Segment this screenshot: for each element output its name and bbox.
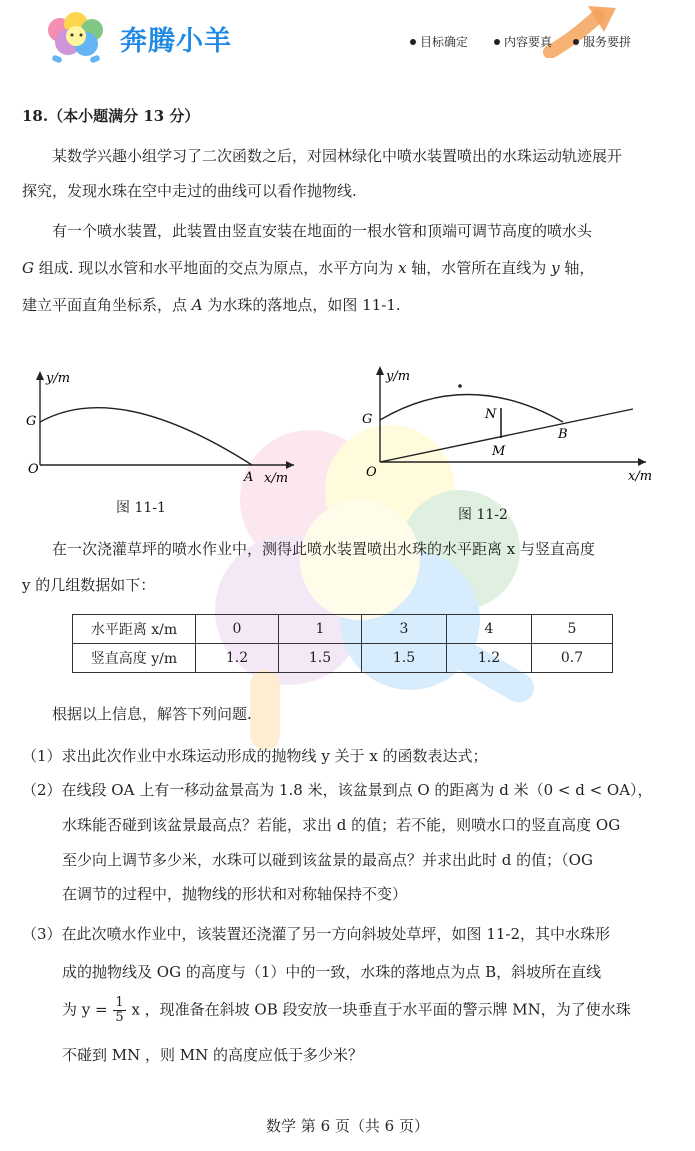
table-cell: 1 [279, 615, 362, 644]
label-m: M [492, 444, 506, 459]
table-cell: 1.2 [447, 644, 532, 673]
para3-line-2: y 的几组数据如下： [22, 576, 156, 594]
sub-question-3-line-1: （3）在此次喷水作业中，该装置还浇灌了另一方向斜坡处草坪，如图 11-2，其中水珠形 [22, 925, 611, 943]
bullet-icon [494, 39, 500, 45]
y-axis-label: y/m [46, 371, 71, 386]
table-cell: 5 [532, 615, 613, 644]
bullet-icon [410, 39, 416, 45]
sub-question-2-line-3: 至少向上调节多少米，水珠可以碰到该盆景的最高点？并求出此时 d 的值；（OG [62, 851, 593, 869]
para2-line-1: 有一个喷水装置，此装置由竖直安装在地面的一根水管和顶端可调节高度的喷水头 [52, 222, 593, 240]
sub-question-3-line-3 [62, 996, 631, 1025]
var-y: y [551, 259, 560, 277]
table-row [73, 615, 613, 644]
y-axis-label: y/m [386, 369, 411, 384]
table-row [73, 644, 613, 673]
intro-line-1: 某数学兴趣小组学习了二次函数之后，对园林绿化中喷水装置喷出的水珠运动轨迹展开 [52, 147, 623, 165]
x-axis-label: x/m [628, 469, 653, 484]
nav-label: 内容要真 [504, 35, 553, 49]
text-segment: 为水珠的落地点，如图 11-1. [202, 296, 401, 314]
page-footer: 数学 第 6 页（共 6 页） [266, 1117, 429, 1135]
para3-line-1: 在一次浇灌草坪的喷水作业中，测得此喷水装置喷出水珠的水平距离 x 与竖直高度 [52, 540, 595, 558]
figure-11-1-caption: 图 11-1 [116, 500, 166, 516]
label-o: O [28, 462, 39, 477]
table-cell: 0.7 [532, 644, 613, 673]
bullet-icon [573, 39, 579, 45]
nav-label: 目标确定 [420, 35, 469, 49]
fraction-denominator: 5 [115, 1010, 124, 1025]
brand-name: 奔腾小羊 [120, 26, 232, 57]
nav-item-1 [410, 33, 468, 50]
sub-question-2-line-2: 水珠能否碰到该盆景最高点？若能，求出 d 的值；若不能，则喷水口的竖直高度 OG [62, 816, 621, 834]
label-n: N [485, 407, 497, 422]
label-g: G [362, 412, 373, 427]
table-cell: 3 [362, 615, 447, 644]
sub-question-2-line-1: （2）在线段 OA 上有一移动盆景高为 1.8 米，该盆景到点 O 的距离为 d 米（0 < d < OA）， [22, 781, 653, 799]
question-number: 18.（本小题满分 13 分） [22, 107, 200, 125]
figure-11-1 [22, 365, 302, 490]
row-label: 水平距离 x/m [73, 615, 196, 644]
sub-question-2-line-4: 在调节的过程中，抛物线的形状和对称轴保持不变） [62, 885, 408, 903]
text-segment: 组成. 现以水管和水平地面的交点为原点，水平方向为 [33, 259, 399, 277]
table-cell: 1.5 [279, 644, 362, 673]
table-cell: 1.2 [196, 644, 279, 673]
label-o: O [366, 465, 377, 480]
fraction-numerator: 1 [115, 995, 124, 1010]
para4: 根据以上信息，解答下列问题. [52, 705, 252, 723]
label-a: A [244, 470, 254, 485]
point-g: G [22, 259, 34, 277]
figure-11-2-caption: 图 11-2 [458, 507, 508, 523]
table-cell: 0 [196, 615, 279, 644]
nav-item-2 [494, 33, 552, 50]
point-a: A [191, 296, 203, 314]
table-cell: 1.5 [362, 644, 447, 673]
sub-question-3-line-2: 成的抛物线及 OG 的高度与（1）中的一致，水珠的落地点为点 B，斜坡所在直线 [62, 963, 602, 981]
logo-icon [38, 8, 118, 66]
fraction [113, 996, 125, 1025]
sub-question-1: （1）求出此次作业中水珠运动形成的抛物线 y 关于 x 的函数表达式； [22, 747, 488, 765]
sub-question-3-line-4: 不碰到 MN ，则 MN 的高度应低于多少米？ [62, 1046, 364, 1064]
x-axis-label: x/m [264, 471, 289, 486]
text-segment: 轴，水管所在直线为 [406, 259, 552, 277]
para2-line-2 [22, 258, 594, 278]
label-g: G [26, 414, 37, 429]
data-table [72, 614, 613, 673]
text-segment: 建立平面直角坐标系，点 [22, 296, 192, 314]
figure-11-2 [358, 362, 658, 492]
intro-line-2: 探究，发现水珠在空中走过的曲线可以看作抛物线. [22, 182, 357, 200]
text-segment: 为 y = [62, 1000, 108, 1019]
para2-line-3 [22, 295, 401, 315]
page-header [0, 0, 695, 80]
label-b: B [558, 427, 568, 442]
text-segment: 轴， [559, 259, 595, 277]
nav-label: 服务要拼 [583, 35, 632, 49]
table-cell: 4 [447, 615, 532, 644]
row-label: 竖直高度 y/m [73, 644, 196, 673]
var-x: x [398, 259, 407, 277]
nav-item-3 [573, 33, 631, 50]
text-segment: x ，现准备在斜坡 OB 段安放一块垂直于水平面的警示牌 MN，为了使水珠 [131, 1000, 631, 1019]
